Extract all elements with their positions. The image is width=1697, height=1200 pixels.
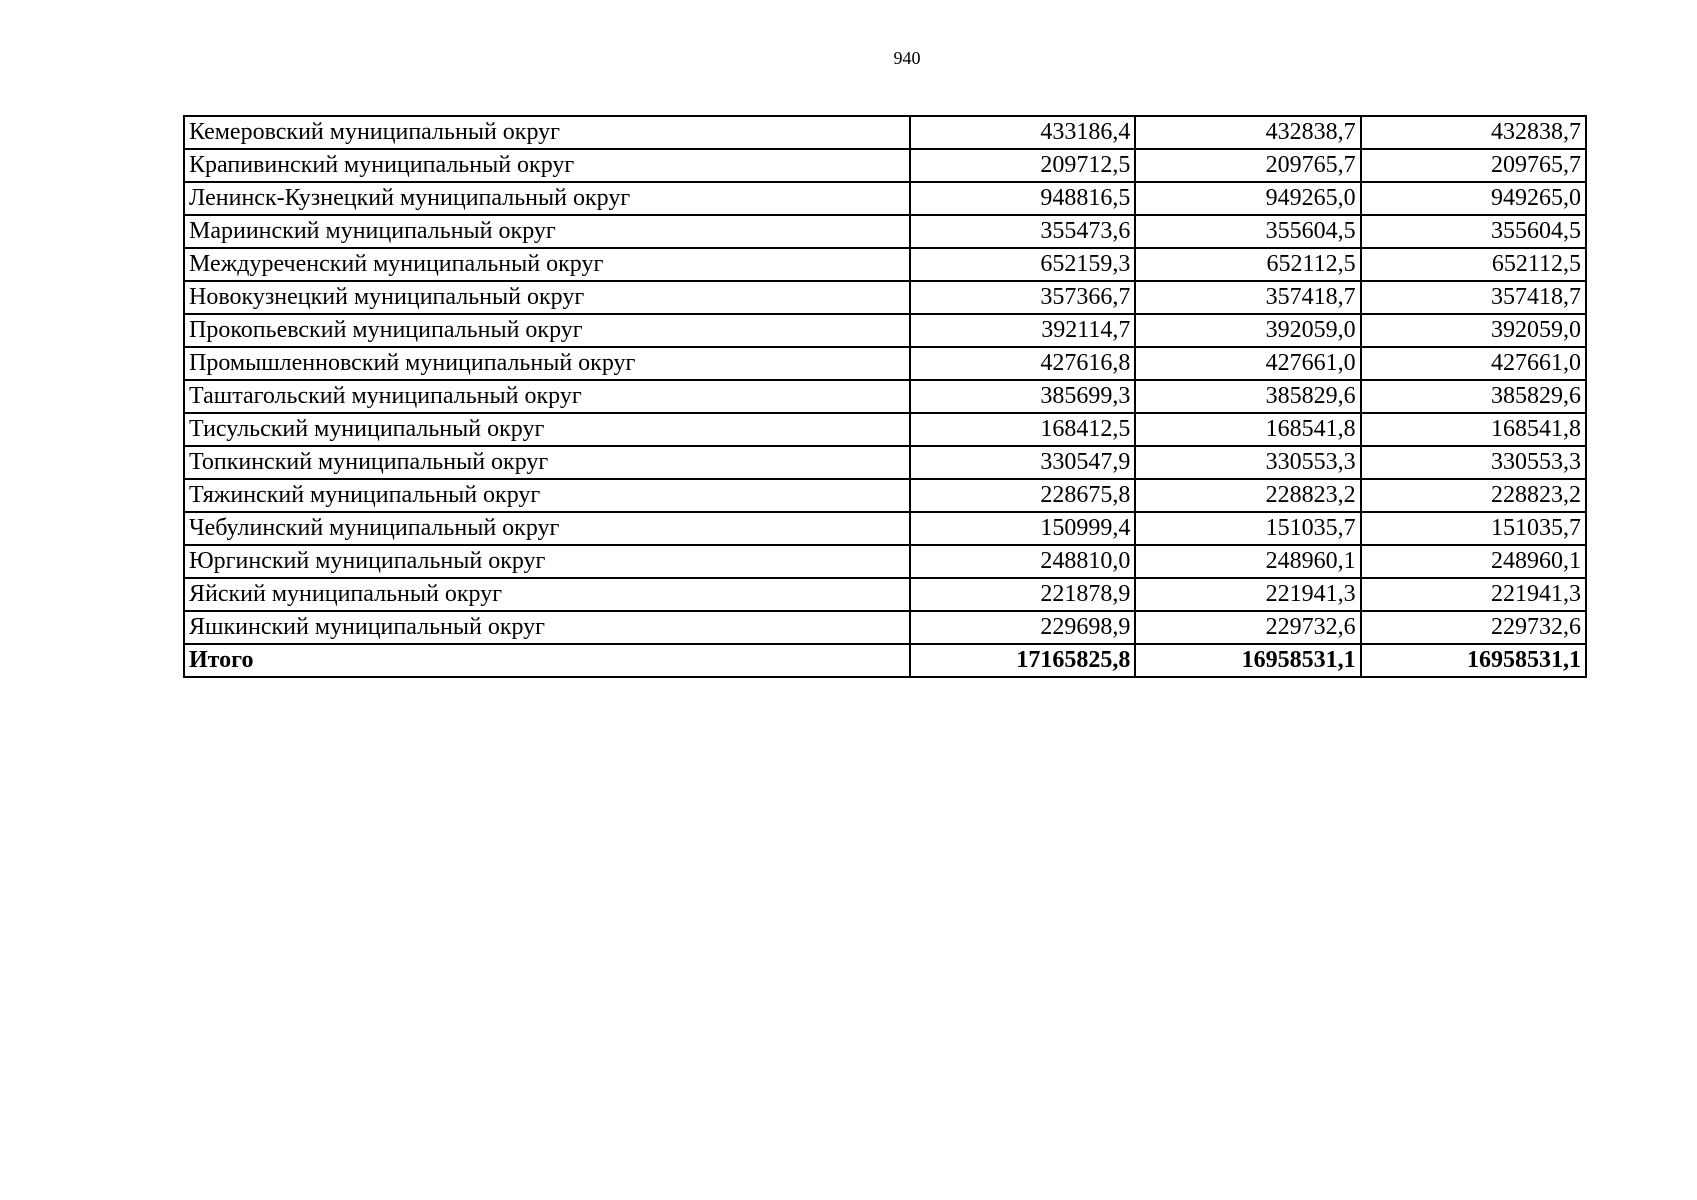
district-name-cell: Яшкинский муниципальный округ [184, 611, 910, 644]
value-cell-3: 151035,7 [1361, 512, 1586, 545]
table-row [184, 578, 1586, 611]
district-name-cell: Чебулинский муниципальный округ [184, 512, 910, 545]
district-name-cell: Топкинский муниципальный округ [184, 446, 910, 479]
value-cell-3: 652112,5 [1361, 248, 1586, 281]
value-cell-2: 652112,5 [1135, 248, 1360, 281]
district-name-cell: Тисульский муниципальный округ [184, 413, 910, 446]
value-cell-3: 16958531,1 [1361, 644, 1586, 677]
value-cell-2: 228823,2 [1135, 479, 1360, 512]
table-row [184, 347, 1586, 380]
table-body [184, 116, 1586, 677]
value-cell-3: 248960,1 [1361, 545, 1586, 578]
value-cell-3: 229732,6 [1361, 611, 1586, 644]
district-name-cell: Прокопьевский муниципальный округ [184, 314, 910, 347]
value-cell-3: 392059,0 [1361, 314, 1586, 347]
district-name-cell: Юргинский муниципальный округ [184, 545, 910, 578]
value-cell-1: 248810,0 [910, 545, 1135, 578]
table-row [184, 215, 1586, 248]
value-cell-3: 209765,7 [1361, 149, 1586, 182]
table-row [184, 512, 1586, 545]
table-row [184, 545, 1586, 578]
value-cell-1: 17165825,8 [910, 644, 1135, 677]
district-name-cell: Мариинский муниципальный округ [184, 215, 910, 248]
value-cell-3: 168541,8 [1361, 413, 1586, 446]
value-cell-1: 948816,5 [910, 182, 1135, 215]
value-cell-2: 427661,0 [1135, 347, 1360, 380]
table-row [184, 446, 1586, 479]
value-cell-3: 355604,5 [1361, 215, 1586, 248]
value-cell-1: 228675,8 [910, 479, 1135, 512]
district-name-cell: Ленинск-Кузнецкий муниципальный округ [184, 182, 910, 215]
value-cell-3: 357418,7 [1361, 281, 1586, 314]
value-cell-1: 652159,3 [910, 248, 1135, 281]
value-cell-2: 16958531,1 [1135, 644, 1360, 677]
value-cell-2: 168541,8 [1135, 413, 1360, 446]
table-row [184, 611, 1586, 644]
table-row [184, 413, 1586, 446]
value-cell-2: 385829,6 [1135, 380, 1360, 413]
value-cell-1: 209712,5 [910, 149, 1135, 182]
value-cell-2: 248960,1 [1135, 545, 1360, 578]
district-name-cell: Крапивинский муниципальный округ [184, 149, 910, 182]
budget-table [183, 115, 1587, 678]
value-cell-3: 330553,3 [1361, 446, 1586, 479]
value-cell-3: 949265,0 [1361, 182, 1586, 215]
table-row [184, 248, 1586, 281]
value-cell-2: 209765,7 [1135, 149, 1360, 182]
value-cell-2: 392059,0 [1135, 314, 1360, 347]
value-cell-1: 229698,9 [910, 611, 1135, 644]
value-cell-1: 355473,6 [910, 215, 1135, 248]
table-row [184, 149, 1586, 182]
value-cell-1: 168412,5 [910, 413, 1135, 446]
value-cell-2: 221941,3 [1135, 578, 1360, 611]
value-cell-1: 150999,4 [910, 512, 1135, 545]
value-cell-1: 385699,3 [910, 380, 1135, 413]
value-cell-2: 229732,6 [1135, 611, 1360, 644]
value-cell-3: 427661,0 [1361, 347, 1586, 380]
total-row [184, 644, 1586, 677]
value-cell-2: 151035,7 [1135, 512, 1360, 545]
value-cell-2: 432838,7 [1135, 116, 1360, 149]
district-name-cell: Тяжинский муниципальный округ [184, 479, 910, 512]
value-cell-2: 355604,5 [1135, 215, 1360, 248]
value-cell-1: 427616,8 [910, 347, 1135, 380]
district-name-cell: Междуреченский муниципальный округ [184, 248, 910, 281]
value-cell-1: 221878,9 [910, 578, 1135, 611]
value-cell-3: 221941,3 [1361, 578, 1586, 611]
value-cell-3: 228823,2 [1361, 479, 1586, 512]
district-name-cell: Таштагольский муниципальный округ [184, 380, 910, 413]
table-row [184, 116, 1586, 149]
value-cell-2: 357418,7 [1135, 281, 1360, 314]
value-cell-1: 357366,7 [910, 281, 1135, 314]
value-cell-3: 432838,7 [1361, 116, 1586, 149]
district-name-cell: Итого [184, 644, 910, 677]
value-cell-1: 392114,7 [910, 314, 1135, 347]
district-name-cell: Кемеровский муниципальный округ [184, 116, 910, 149]
table-row [184, 380, 1586, 413]
value-cell-2: 949265,0 [1135, 182, 1360, 215]
district-name-cell: Новокузнецкий муниципальный округ [184, 281, 910, 314]
value-cell-2: 330553,3 [1135, 446, 1360, 479]
page-number: 940 [893, 48, 921, 68]
value-cell-1: 330547,9 [910, 446, 1135, 479]
district-name-cell: Промышленновский муниципальный округ [184, 347, 910, 380]
value-cell-1: 433186,4 [910, 116, 1135, 149]
table-row [184, 281, 1586, 314]
table-row [184, 479, 1586, 512]
district-name-cell: Яйский муниципальный округ [184, 578, 910, 611]
table-row [184, 314, 1586, 347]
table-row [184, 182, 1586, 215]
value-cell-3: 385829,6 [1361, 380, 1586, 413]
